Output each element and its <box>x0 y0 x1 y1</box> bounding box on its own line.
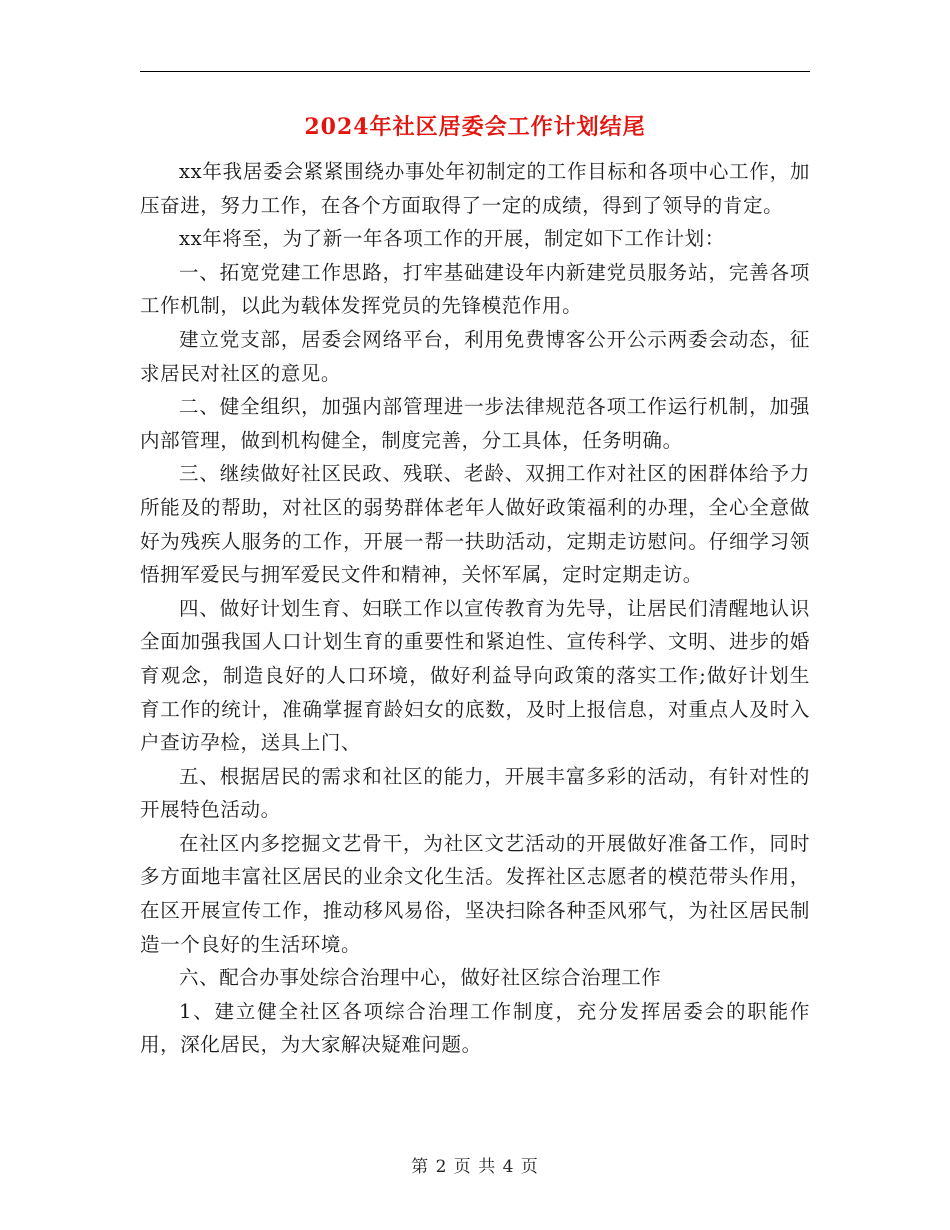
paragraph: 1、建立健全社区各项综合治理工作制度，充分发挥居委会的职能作用，深化居民，为大家解决疑难问题。 <box>140 999 810 1057</box>
page-footer <box>0 1152 950 1177</box>
paragraph: 三、继续做好社区民政、残联、老龄、双拥工作对社区的困群体给予力所能及的帮助，对社区的弱势群体老年人做好政策福利的办理，全心全意做好为残疾人服务的工作，开展一帮一扶助活动，定期走访慰问。仔细学习领悟拥军爱民与拥军爱民文件和精神，关怀军属，定时定期走访。 <box>140 462 810 587</box>
page-number: 第 2 页 共 4 页 <box>411 1157 539 1177</box>
paragraph: 二、健全组织，加强内部管理进一步法律规范各项工作运行机制，加强内部管理，做到机构健全，制度完善，分工具体，任务明确。 <box>140 395 810 452</box>
paragraph: 一、拓宽党建工作思路，打牢基础建设年内新建党员服务站，完善各项工作机制，以此为载体发挥党员的先锋模范作用。 <box>140 260 810 318</box>
paragraph: 建立党支部，居委会网络平台，利用免费博客公开公示两委会动态，征求居民对社区的意见。 <box>140 327 810 385</box>
paragraph: 在社区内多挖掘文艺骨干，为社区文艺活动的开展做好准备工作，同时多方面地丰富社区居民的业余文化生活。发挥社区志愿者的模范带头作用，在区开展宣传工作，推动移风易俗，坚决扫除各种歪风邪气，为社区居民制造一个良好的生活环境。 <box>140 831 810 956</box>
paragraph: 五、根据居民的需求和社区的能力，开展丰富多彩的活动，有针对性的开展特色活动。 <box>140 764 810 822</box>
paragraph: 四、做好计划生育、妇联工作以宣传教育为先导，让居民们清醒地认识全面加强我国人口计划生育的重要性和紧迫性、宣传科学、文明、进步的婚育观念，制造良好的人口环境，做好利益导向政策的落实工作;做好计划生育工作的统计，准确掌握育龄妇女的底数，及时上报信息，对重点人及时入户查访孕检，送具上门、 <box>140 596 810 755</box>
header-rule <box>140 71 810 72</box>
paragraph: xx年将至，为了新一年各项工作的开展，制定如下工作计划： <box>179 227 725 251</box>
paragraph: 六、配合办事处综合治理中心，做好社区综合治理工作 <box>179 966 662 990</box>
paragraph: xx年我居委会紧紧围绕办事处年初制定的工作目标和各项中心工作，加压奋进，努力工作，在各个方面取得了一定的成绩，得到了领导的肯定。 <box>140 160 810 217</box>
document-body <box>140 155 810 1062</box>
document-title: 2024年社区居委会工作计划结尾 <box>304 114 646 140</box>
